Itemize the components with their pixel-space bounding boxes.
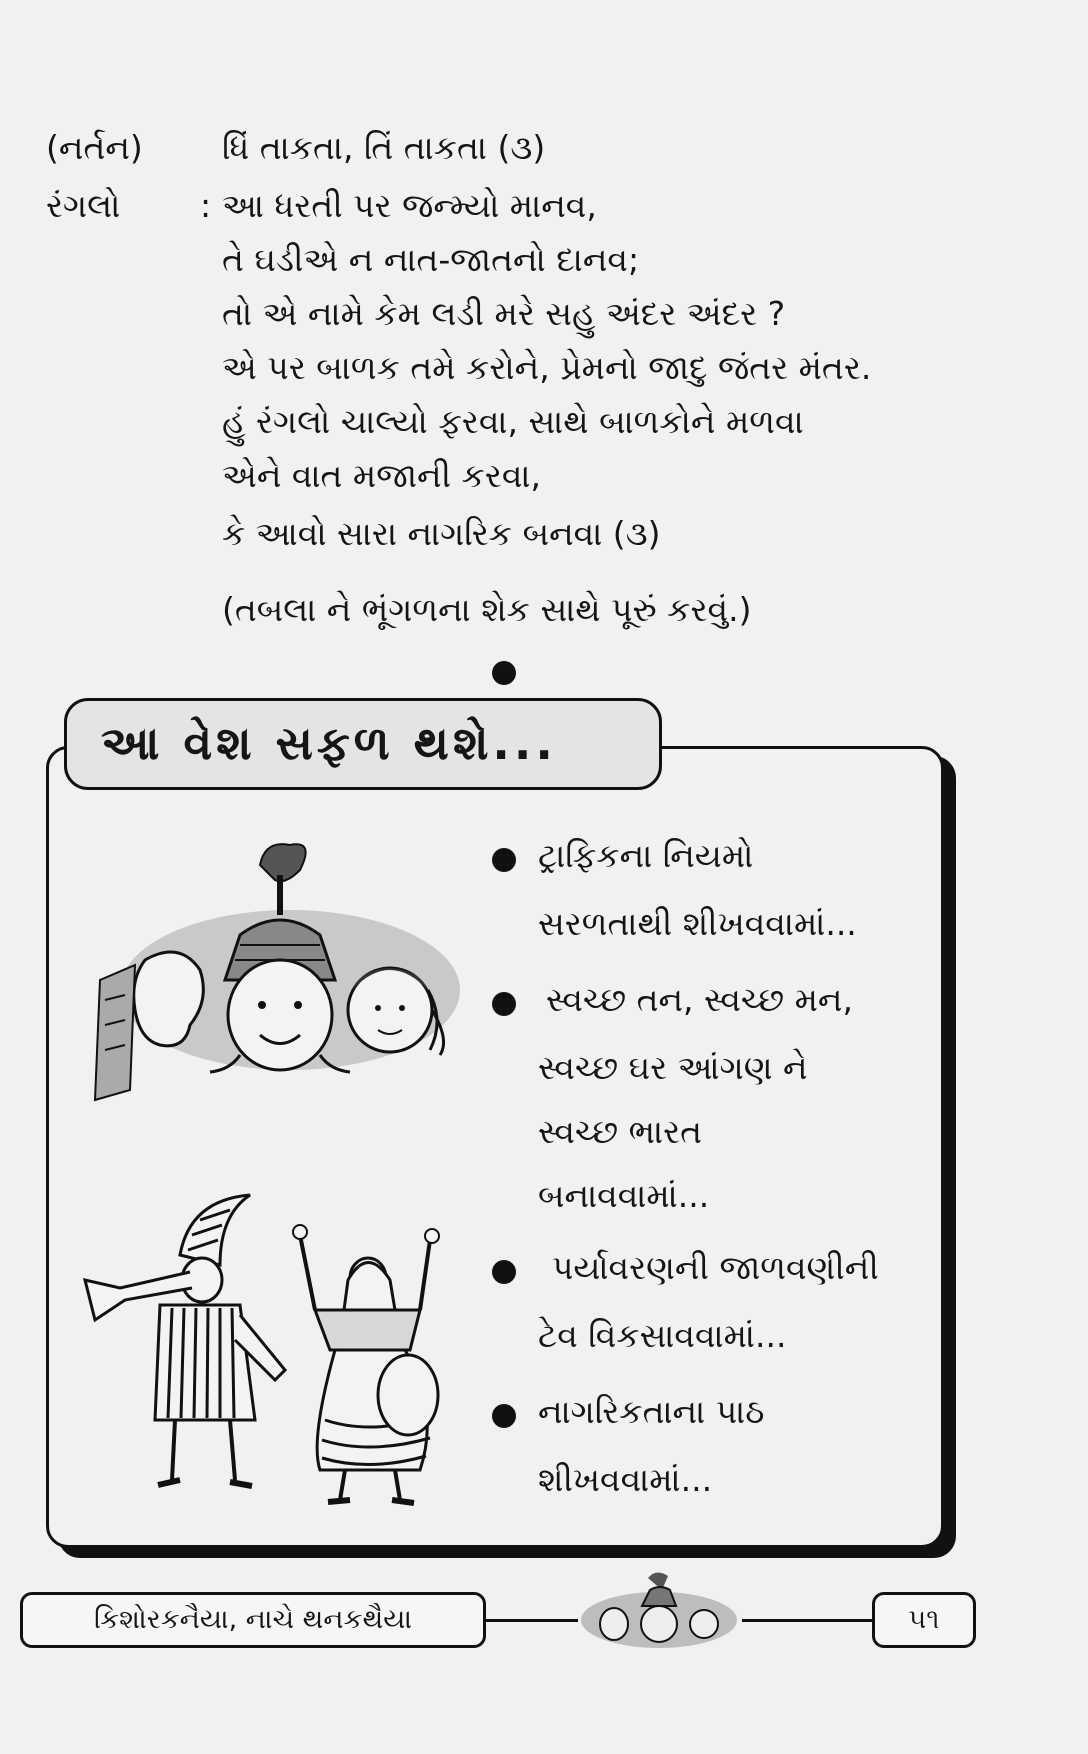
verse-colon: : <box>200 186 212 225</box>
footer-book-title <box>20 1592 486 1648</box>
verse-speaker-dance: (નર્તન) <box>46 128 143 167</box>
bullet-text: સ્વચ્છ ઘર આંગણ ને <box>538 1048 808 1087</box>
verse-line: એ પર બાળક તમે કરોને, પ્રેમનો જાદુ જંતર મંતર. <box>222 348 872 387</box>
page-number <box>872 1592 976 1648</box>
three-faces-illustration <box>90 840 470 1110</box>
bullet-text: નાગરિકતાના પાઠ <box>538 1392 765 1431</box>
bullet-text: સરળતાથી શીખવવામાં... <box>538 904 857 943</box>
verse-line-rhythm: ધિં તાકતા, તિં તાકતા (૩) <box>222 128 546 167</box>
bullet-text: શીખવવામાં... <box>538 1460 713 1499</box>
footer-book-title-text: કિશોરકનૈયા, નાચે થનકથૈયા <box>94 1604 412 1635</box>
bullet-text: બનાવવામાં... <box>538 1176 710 1215</box>
verse-line: તો એ નામે કેમ લડી મરે સહુ અંદર અંદર ? <box>222 294 786 333</box>
face-emblem-icon <box>576 1568 742 1652</box>
verse-speaker: રંગલો <box>46 186 121 225</box>
bullet-dot <box>492 848 516 872</box>
footer-rule-right <box>742 1619 872 1622</box>
separator-dot <box>492 661 516 685</box>
bullet-text: સ્વચ્છ ભારત <box>538 1112 703 1151</box>
footer-rule-left <box>486 1619 578 1622</box>
page-number-text: ૫૧ <box>908 1604 940 1635</box>
horn-player-illustration <box>80 1180 300 1500</box>
verse-line: તે ઘડીએ ન નાત-જાતનો દાનવ; <box>222 240 640 279</box>
verse-line: એને વાત મજાની કરવા, <box>222 456 541 495</box>
verse-line: હું રંગલો ચાલ્યો ફરવા, સાથે બાળકોને મળવા <box>222 402 804 441</box>
bullet-text: ટેવ વિકસાવવામાં... <box>538 1316 787 1355</box>
bullet-text: પર્યાવરણની જાળવણીની <box>552 1248 879 1287</box>
bullet-text: સ્વચ્છ તન, સ્વચ્છ મન, <box>546 980 853 1019</box>
verse-line: કે આવો સારા નાગરિક બનવા (૩) <box>222 514 661 553</box>
stage-direction: (તબલા ને ભૂંગળના શેક સાથે પૂરું કરવું.) <box>222 590 752 629</box>
bullet-text: ટ્રાફિકના નિયમો <box>538 836 754 875</box>
verse-line: આ ધરતી પર જન્મ્યો માનવ, <box>222 186 597 225</box>
bullet-dot <box>492 992 516 1016</box>
box-title <box>64 698 662 790</box>
box-title-text: આ વેશ સફળ થશે... <box>101 716 557 770</box>
bullet-dot <box>492 1404 516 1428</box>
dancing-woman-illustration <box>290 1220 460 1510</box>
bullet-dot <box>492 1260 516 1284</box>
